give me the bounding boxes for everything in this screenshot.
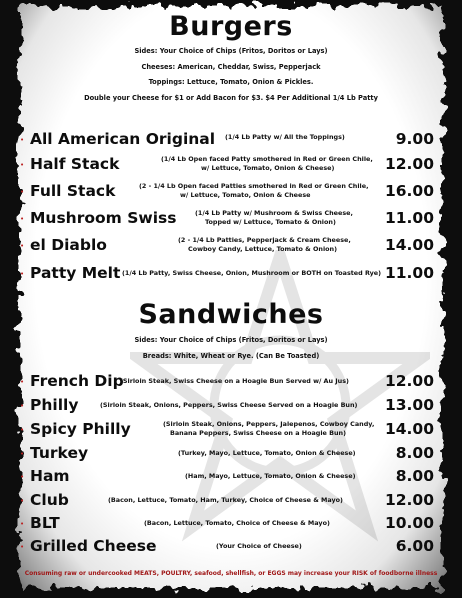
burgers-info-toppings: Toppings: Lettuce, Tomato, Onion & Pickles. [148,77,314,86]
bullet-icon: • [20,450,25,458]
menu-item: • Club (Bacon, Lettuce, Tomato, Ham, Turkey, Choice of Cheese & Mayo) 12.00 [20,491,434,509]
bullet-icon: • [20,402,25,410]
bullet-icon: • [20,426,25,434]
food-safety-warning: Consuming raw or undercooked MEATS, POULTRY, seafood, shellfish, or EGGS may increase your RISK of foodborne illness [24,570,438,577]
burgers-info-extras: Double your Cheese for $1 or Add Bacon for $3. $4 Per Additional 1/4 Lb Patty [84,92,378,102]
bullet-icon: • [20,242,25,250]
menu-item: • Turkey (Turkey, Mayo, Lettuce, Tomato, Onion & Cheese) 8.00 [20,444,434,462]
bullet-icon: • [20,378,25,386]
sandwiches-info [0,332,462,363]
bullet-icon: • [20,161,25,169]
menu-item: • Spicy Philly (Sirloin Steak, Onions, Peppers, Jalepenos, Cowboy Candy, Banana Peppers, Swiss Cheese on a Hoagie Bun) 14.00 [20,420,434,438]
bullet-icon: • [20,188,25,196]
bullet-icon: • [20,497,25,505]
menu-item: • BLT (Bacon, Lettuce, Tomato, Choice of Cheese & Mayo) 10.00 [20,514,434,532]
burgers-info-sides: Sides: Your Choice of Chips (Fritos, Doritos or Lays) [134,46,328,55]
burgers-info [0,43,462,105]
bullet-icon: • [20,136,25,144]
menu-item: • Mushroom Swiss (1/4 Lb Patty w/ Mushroom & Swiss Cheese, Topped w/ Lettuce, Tomato & Onion) 11.00 [20,209,434,227]
burgers-title: Burgers [169,11,293,42]
menu-item: • All American Original (1/4 Lb Patty w/ All the Toppings) 9.00 [20,130,434,148]
menu-item: • Patty Melt (1/4 Lb Patty, Swiss Cheese, Onion, Mushroom or BOTH on Toasted Rye) 11.00 [20,264,434,282]
bullet-icon: • [20,215,25,223]
bullet-icon: • [20,543,25,551]
menu-item: • el Diablo (2 - 1/4 Lb Patties, Pepperjack & Cream Cheese, Cowboy Candy, Lettuce, Tomato & Onion) 14.00 [20,236,434,254]
sandwiches-title: Sandwiches [138,299,324,330]
bullet-icon: • [20,520,25,528]
sandwiches-info-sides: Sides: Your Choice of Chips (Fritos, Doritos or Lays) [134,335,328,344]
menu-item: • Grilled Cheese (Your Choice of Cheese) 6.00 [20,537,434,555]
bullet-icon: • [20,473,25,481]
bullet-icon: • [20,270,25,278]
burgers-info-cheeses: Cheeses: American, Cheddar, Swiss, Pepperjack [141,61,321,71]
menu-item: • Philly (Sirloin Steak, Onions, Peppers, Swiss Cheese Served on a Hoagie Bun) 13.00 [20,396,434,414]
sandwiches-info-breads: Breads: White, Wheat or Rye. (Can Be Toasted) [142,350,320,360]
menu-item: • Half Stack (1/4 Lb Open faced Patty smothered in Red or Green Chile, w/ Lettuce, Tomato, Onion & Cheese) 12.00 [20,155,434,173]
menu-item: • French Dip (Sirloin Steak, Swiss Cheese on a Hoagie Bun Served w/ Au Jus) 12.00 [20,372,434,390]
menu-item: • Ham (Ham, Mayo, Lettuce, Tomato, Onion & Cheese) 8.00 [20,467,434,485]
menu-item: • Full Stack (2 - 1/4 Lb Open faced Patties smothered in Red or Green Chile, w/ Lettuce, Tomato, Onion & Cheese 16.00 [20,182,434,200]
